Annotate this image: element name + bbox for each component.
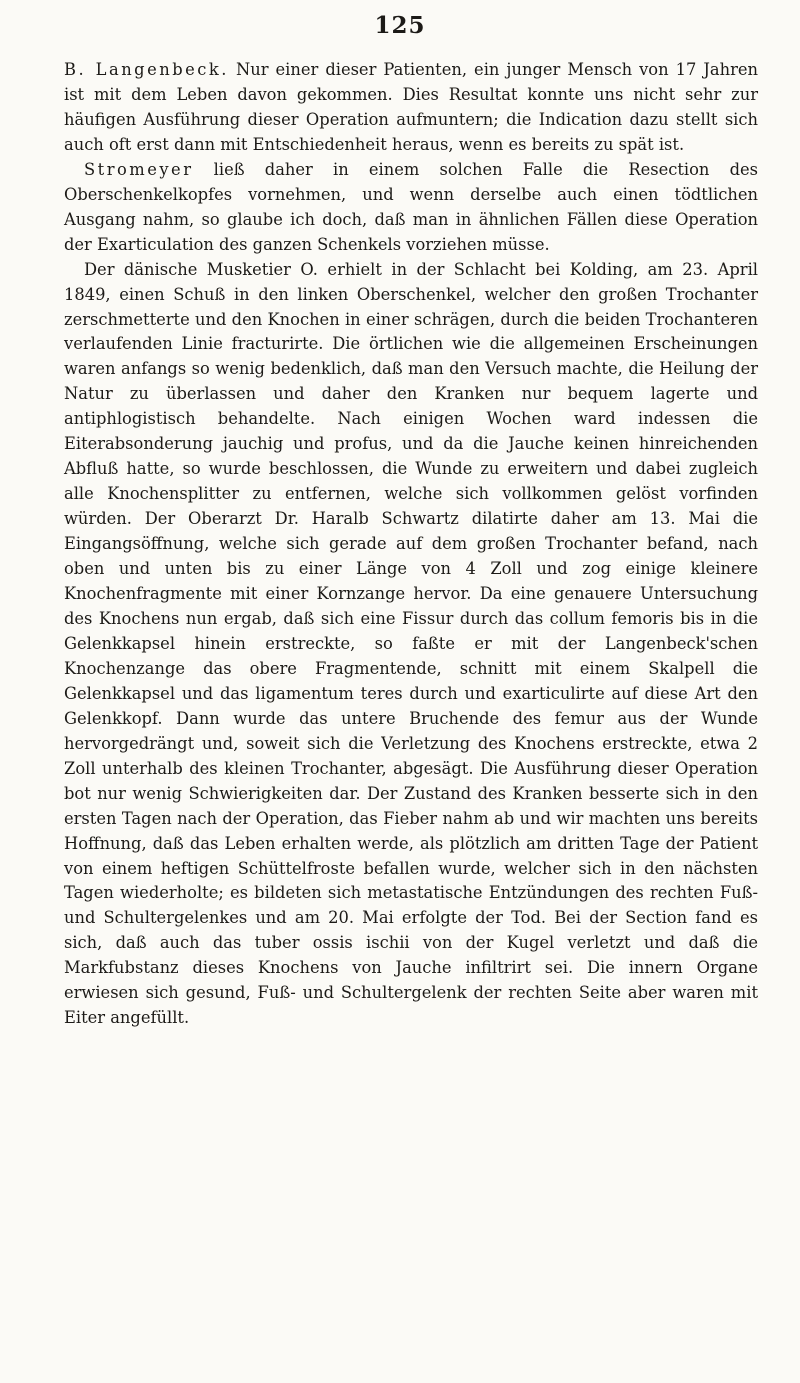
paragraph-1 [64, 58, 758, 158]
paragraph-1-text: Nur einer dieser Patienten, ein junger Mensch von 17 Jahren ist mit dem Leben davon gekommen. Dies Resultat konnte uns nicht sehr zur häufigen Ausführung dieser Operation aufmuntern; die Indication dazu stellt sich auch oft erst dann mit Entschiedenheit heraus, wenn es bereits zu spät ist. [64, 60, 758, 154]
page-number: 125 [374, 12, 426, 39]
paragraph-2 [64, 158, 758, 258]
paragraph-3 [64, 258, 758, 1032]
paragraph-3-text: Der dänische Musketier O. erhielt in der Schlacht bei Kolding, am 23. April 1849, einen Schuß in den linken Oberschenkel, welcher den großen Trochanter zerschmetterte und den Knochen in einer schrägen, durch die beiden Trochanteren verlaufenden Linie fracturirte. Die örtlichen wie die allgemeinen Erscheinungen waren anfangs so wenig bedenklich, daß man den Versuch machte, die Heilung der Natur zu überlassen und daher den Kranken nur bequem lagerte und antiphlogistisch behandelte. Nach einigen Wochen ward indessen die Eiterabsonderung jauchig und profus, und da die Jauche keinen hinreichenden Abfluß hatte, so wurde beschlossen, die Wunde zu erweitern und dabei zugleich alle Knochensplitter zu entfernen, welche sich vollkommen gelöst vorfinden würden. Der Oberarzt Dr. Haralb Schwartz dilatirte daher am 13. Mai die Eingangsöffnung, welche sich gerade auf dem großen Trochanter befand, nach oben und unten bis zu einer Länge von 4 Zoll und zog einige kleinere Knochenfragmente mit einer Kornzange hervor. Da eine genauere Untersuchung des Knochens nun ergab, daß sich eine Fissur durch das collum femoris bis in die Gelenkkapsel hinein erstreckte, so faßte er mit der Langenbeck'schen Knochenzange das obere Fragmentende, schnitt mit einem Skalpell die Gelenkkapsel und das ligamentum teres durch und exarticulirte auf diese Art den Gelenkkopf. Dann wurde das untere Bruchende des femur aus der Wunde hervorgedrängt und, soweit sich die Verletzung des Knochens erstreckte, etwa 2 Zoll unterhalb des kleinen Trochanter, abgesägt. Die Ausführung dieser Operation bot nur wenig Schwierigkeiten dar. Der Zustand des Kranken besserte sich in den ersten Tagen nach der Operation, das Fieber nahm ab und wir machten uns bereits Hoffnung, daß das Leben erhalten werde, als plötzlich am dritten Tage der Patient von einem heftigen Schüttelfroste befallen wurde, welcher sich in den nächsten Tagen wiederholte; es bildeten sich metastatische Entzündungen des rechten Fuß- und Schultergelenkes und am 20. Mai erfolgte der Tod. Bei der Section fand es sich, daß auch das tuber ossis ischii von der Kugel verletzt und daß die Markfubstanz dieses Knochens von Jauche infiltrirt sei. Die innern Organe erwiesen sich gesund, Fuß- und Schultergelenk der rechten Seite aber waren mit Eiter angefüllt. [64, 259, 758, 1028]
paragraph-1-lead: B. Langenbeck. [64, 60, 229, 79]
body-text [64, 58, 758, 1031]
paragraph-2-text: ließ daher in einem solchen Falle die Resection des Oberschenkelkopfes vornehmen, und wenn derselbe auch einen tödtlichen Ausgang nahm, so glaube ich doch, daß man in ähnlichen Fällen diese Operation der Exarticulation des ganzen Schenkels vorziehen müsse. [64, 159, 758, 254]
paragraph-2-lead: Stromeyer [84, 159, 194, 179]
